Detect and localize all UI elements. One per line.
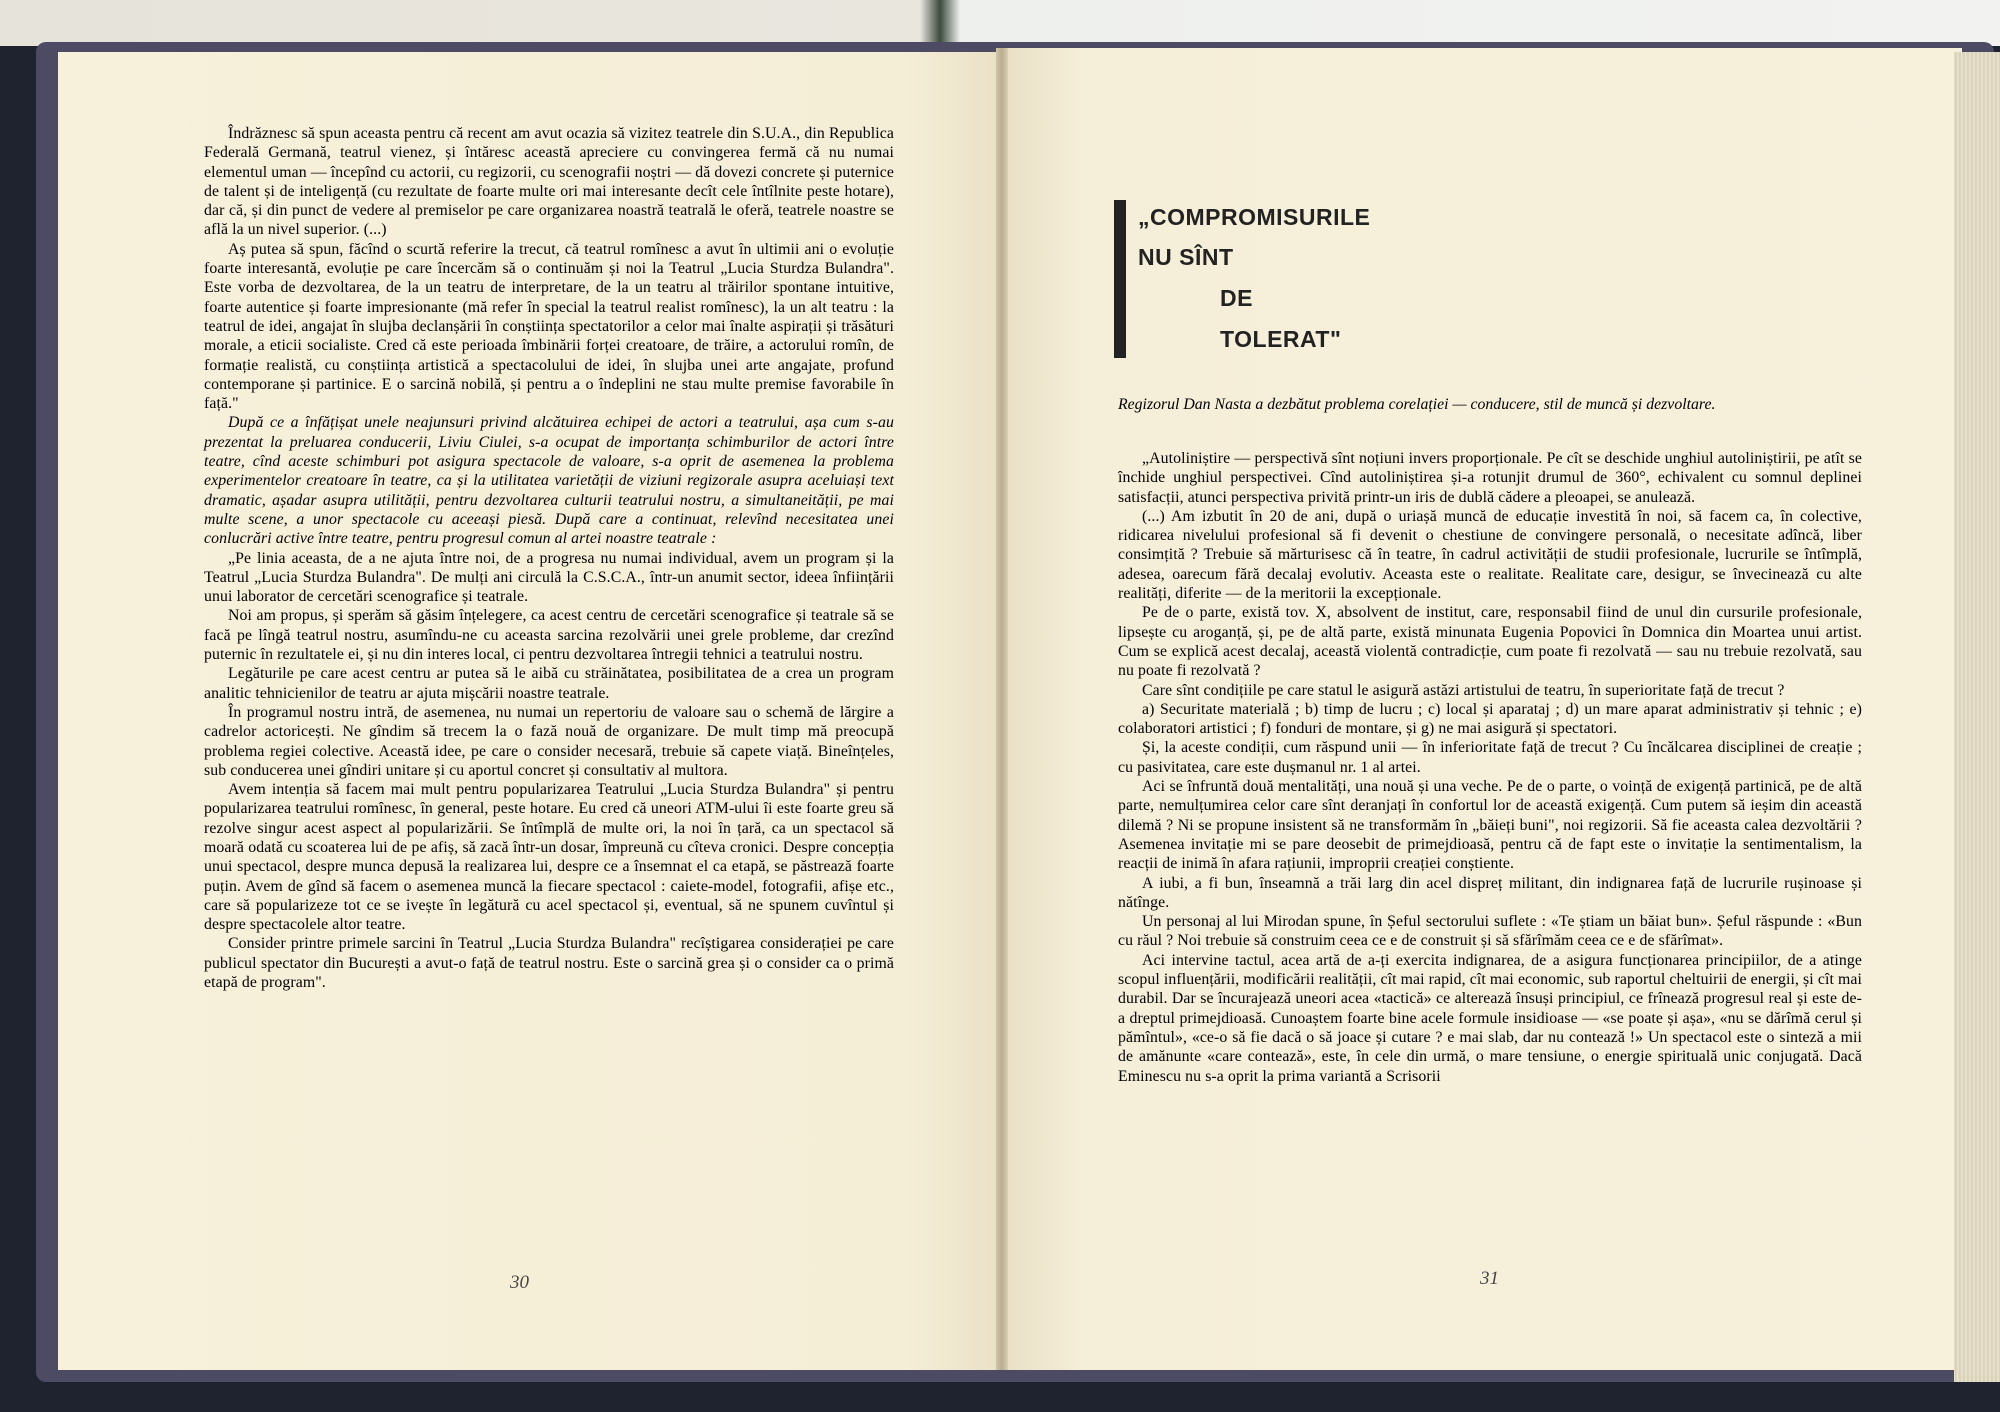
paragraph: „Autoliniștire — perspectivă sînt noțiuni invers proporționale. Pe cît se deschide unghiul autoliniștirii, pe atît se închide unghiul perspectivei. Cînd autoliniștirea și-a rotunjit drumul de 360°, echivalent cu somnul deplinei satisfacții, atunci perspectiva privită printr-un iris de dublă cădere a pleoapei, se anulează. <box>1118 450 1862 506</box>
page-edges <box>1954 52 2000 1382</box>
paragraph-italic: După ce a înfățișat unele neajunsuri privind alcătuirea echipei de actori a teatrului, așa cum s-au prezentat la preluarea conducerii, Liviu Ciulei, s-a ocupat de importanța schimburilor de actori între teatre, cînd aceste schimburi pot asigura spectacole de valoare, s-a oprit de asemenea la problema experimentelor creatoare în teatre, ca și la utilitatea varietății de viziuni regizorale asupra aceluiași text dramatic, așadar asupra utilității, pentru dezvoltarea culturii teatrului nostru, a simultaneității, pe mai multe scene, a unor spectacole cu aceeași piesă. După care a continuat, relevînd necesitatea unei conlucrări active între teatre, pentru progresul comun al artei noastre teatrale : <box>204 414 894 548</box>
paragraph: (...) Am izbutit în 20 de ani, după o uriașă muncă de educație investită în noi, să facem ca, în colective, ridicarea nivelului profesional să fi devenit o chestiune de convingere personală, o necesitate adîncă, liber consimțită ? Trebuie să mărturisesc că în teatre, în cadrul activității de studii profesionale, lucrurile se întîmplă, adesea, oarecum fără decalaj evolutiv. Aceasta este o realitate. Realitate care, desigur, se învecinează cu alte realități, diferite — de la meritorii la excepționale. <box>1118 507 1862 603</box>
paragraph: Și, la aceste condiții, cum răspund unii — în inferioritate față de trecut ? Cu încălcarea disciplinei de creație ; cu pasivitatea, care este dușmanul nr. 1 al artei. <box>1118 739 1862 776</box>
heading-line-1: „COMPROMISURILE <box>1138 204 1371 230</box>
paragraph: Consider printre primele sarcini în Teatrul „Lucia Sturdza Bulandra" recîștigarea considerației pe care publicul spectator din București a avut-o față de teatrul nostru. Este o sarcină grea și o consider ca o primă etapă de program". <box>204 935 894 992</box>
paragraph: Îndrăznesc să spun aceasta pentru că recent am avut ocazia să vizitez teatrele din S.U.A., din Republica Federală Germană, teatrul vienez, și întăresc această apreciere cu convingerea fermă că nu numai elementul uman — începînd cu actorii, cu regizorii, cu scenografii noștri — dă dovezi concrete și puternice de talent și de inteligență (cu rezultate de foarte multe ori mai interesante decît cele întîlnite peste hotare), dar că, și din punct de vedere al premiselor pe care organizarea noastră teatrală le oferă, teatrele noastre se află la un nivel superior. (...) <box>204 125 894 239</box>
paragraph: Noi am propus, și sperăm să găsim înțelegere, ca acest centru de cercetări scenografice și teatrale să se facă pe lîngă teatrul nostru, asumîndu-ne cu aceasta sarcina rezolvării unei grele probleme, dar crezînd puternic în rezultatele ei, și nu din interes local, ci pentru dezvoltarea întregii tehnici a teatrului nostru. <box>204 607 894 664</box>
paragraph: A iubi, a fi bun, înseamnă a trăi larg din acel dispreț militant, din indignarea față de lucrurile rușinoase și nătînge. <box>1118 874 1862 911</box>
paragraph: În programul nostru intră, de asemenea, nu numai un repertoriu de valoare sau o schemă de lărgire a cadrelor actoricești. Ne gîndim să trecem la o fază nouă de organizare. De mult timp mă preocupă problema regiei colective. Această idee, pe care o consider necesară, trebuie să capete viață. Bineînțeles, sub conducerea unei gîndiri unitare și cu aportul concret și consultativ al multora. <box>204 703 894 779</box>
paragraph: Avem intenția să facem mai mult pentru popularizarea Teatrului „Lucia Sturdza Bulandra" și pentru popularizarea teatrului romînesc, în general, peste hotare. Eu cred că uneori ATM-ului îi este foarte greu să rezolve singur acest aspect al popularizării. Se întîmplă de multe ori, la noi în țară, ca un spectacol să moară odată cu scoaterea lui de pe afiș, să zacă într-un dosar, împreună cu cîteva cronici. Despre concepția unui spectacol, despre munca depusă la realizarea lui, despre ce a însemnat el ca etapă, se păstrează foarte puțin. Avem de gînd să facem o asemenea muncă la fiecare spectacol : caiete-model, fotografii, afișe etc., care să popularizeze tot ce se ivește în legătură cu acel spectacol și, eventual, să ne spunem cuvîntul și despre spectacolele altor teatre. <box>204 781 894 934</box>
paragraph: Aș putea să spun, făcînd o scurtă referire la trecut, că teatrul romînesc a avut în ultimii ani o evoluție foarte interesantă, evoluție pe care încercăm să o continuăm și noi la Teatrul „Lucia Sturdza Bulandra". Este vorba de dezvoltarea, de la un teatru de interpretare, de la un teatru al trăirilor spontane intuitive, foarte autentice și foarte impresionante (mă refer în special la teatrul realist romînesc), la un alt teatru : la teatrul de idei, angajat în slujba declanșării în conștiința spectatorilor a celor mai înalte aspirații și trăsături morale, a eticii socialiste. Cred că este perioada îmbinării forței creatoare, de trăire, a actorului romîn, de formație realistă, cu conștiința artistică a spectacolului de idei, în slujba unei arte angajate, profund contemporane și partinice. E o sarcină nobilă, și pentru a o îndeplini ne stau multe premise favorabile în față." <box>204 240 894 413</box>
paragraph: Pe de o parte, există tov. X, absolvent de institut, care, responsabil fiind de unul din cursurile profesionale, lipsește cu aroganță, și, pe de altă parte, există minunata Eugenia Popovici în Domnica din Moartea unui artist. Cum se explică acest decalaj, această violentă contradicție, cum poate fi rezolvată — sau nu trebuie rezolvată, sau nu poate fi rezolvată ? <box>1118 604 1862 680</box>
paragraph: Legăturile pe care acest centru ar putea să le aibă cu străinătatea, posibilitatea de a crea un program analitic tehnicienilor de teatru ar ajuta mișcării noastre teatrale. <box>204 665 894 702</box>
paragraph: „Pe linia aceasta, de a ne ajuta între noi, de a progresa nu numai individual, avem un program și la Teatrul „Lucia Sturdza Bulandra". De mulți ani circulă la C.S.C.A., într-un anumit sector, ideea înființării unui laborator de cercetări scenografice și teatrale. <box>204 549 894 606</box>
page-number-right: 31 <box>1480 1268 1499 1289</box>
paragraph: Aci se înfruntă două mentalități, una nouă și una veche. Pe de o parte, o voință de exigență partinică, pe de altă parte, nemulțumirea celor care sînt deranjați în confortul lor de această exigență. Cum putem să ieșim din această dilemă ? Ni se propune insistent să ne transformăm în „băieți buni", noi regizorii. Să fie aceasta calea dezvoltării ? Asemenea invitație mi se pare deosebit de primejdioasă, pentru că de fapt este o invitație la sentimentalism, la reacții de inimă în afara rațiunii, improprii creației conștiente. <box>1118 778 1862 873</box>
heading-line-3: DE <box>1220 285 1253 311</box>
paragraph: Care sînt condițiile pe care statul le asigură astăzi artistului de teatru, în superioritate față de trecut ? <box>1142 681 1785 699</box>
right-page-text <box>1118 449 1862 1086</box>
left-page-text <box>204 124 894 992</box>
heading-line-4: TOLERAT" <box>1220 326 1342 352</box>
paragraph: Aci intervine tactul, acea artă de a-ți exercita indignarea, de a asigura funcționarea principiilor, de a atinge scopul influențării, modificării realității, cît mai rapid, cît mai economic, sub raportul cheltuirii de energii, și cît mai durabil. Dar se încurajează uneori acea «tactică» ce alterează însuși principiul, ce frînează progresul real și este de-a dreptul primejdioasă. Cunoaștem foarte bine acele formule insidioase — «se poate și așa», «nu se dărîmă cerul și pămîntul», «ce-o să fie dacă o să joace și cutare ? e mai slab, dar nu contează !» Un spectacol este o sinteză a mii de amănunte «care contează», este, în cele din urmă, o mare tensiune, o energie spirituală unic conjugată. Dacă Eminescu nu s-a oprit la prima variantă a Scrisorii <box>1118 951 1862 1085</box>
book-gutter <box>996 48 1008 1370</box>
paragraph: a) Securitate materială ; b) timp de lucru ; c) local și aparataj ; d) un mare aparat administrativ și tehnic ; e) colaboratori artistici ; f) fonduri de montare, și g) ne mai asigură și spectatori. <box>1118 700 1862 738</box>
article-intro: Regizorul Dan Nasta a dezbătut problema corelației — conducere, stil de muncă și dezvoltare. <box>1118 396 1716 413</box>
scan-background <box>0 0 2000 46</box>
heading-line-2: NU SÎNT <box>1138 244 1234 270</box>
heading-bar <box>1114 200 1126 358</box>
page-number-left: 30 <box>510 1272 529 1293</box>
paragraph: Un personaj al lui Mirodan spune, în Șeful sectorului suflete : «Te știam un băiat bun». Șeful răspunde : «Bun cu răul ? Noi trebuie să construim ceea ce e de construit și să sfărîmăm ceea ce e de sfărîmat». <box>1118 913 1862 950</box>
